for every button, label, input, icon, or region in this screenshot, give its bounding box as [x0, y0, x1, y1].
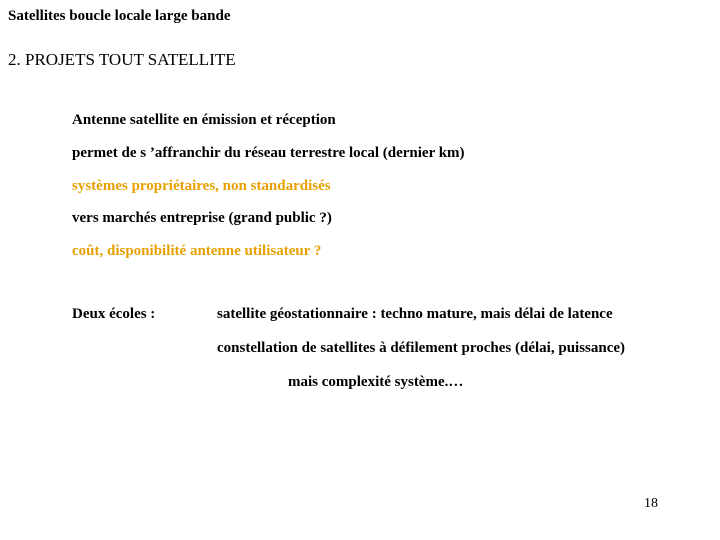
bullet-bypass-network: permet de s ’affranchir du réseau terrestre local (dernier km) [72, 145, 465, 161]
schools-label: Deux écoles : [72, 306, 156, 322]
bullet-markets: vers marchés entreprise (grand public ?) [72, 210, 332, 226]
bullet-proprietary-systems: systèmes propriétaires, non standardisés [72, 178, 331, 194]
slide-header-title: Satellites boucle locale large bande [8, 8, 231, 24]
school-geostationary: satellite géostationnaire : techno mature, mais délai de latence [217, 306, 613, 322]
school-constellation: constellation de satellites à défilement proches (délai, puissance) [217, 340, 626, 356]
bullet-cost-availability: coût, disponibilité antenne utilisateur ? [72, 243, 322, 259]
section-title: 2. PROJETS TOUT SATELLITE [8, 50, 236, 69]
page-number: 18 [644, 496, 658, 511]
bullet-antenna: Antenne satellite en émission et réception [72, 112, 336, 128]
school-constellation-continuation: mais complexité système.… [288, 374, 464, 390]
